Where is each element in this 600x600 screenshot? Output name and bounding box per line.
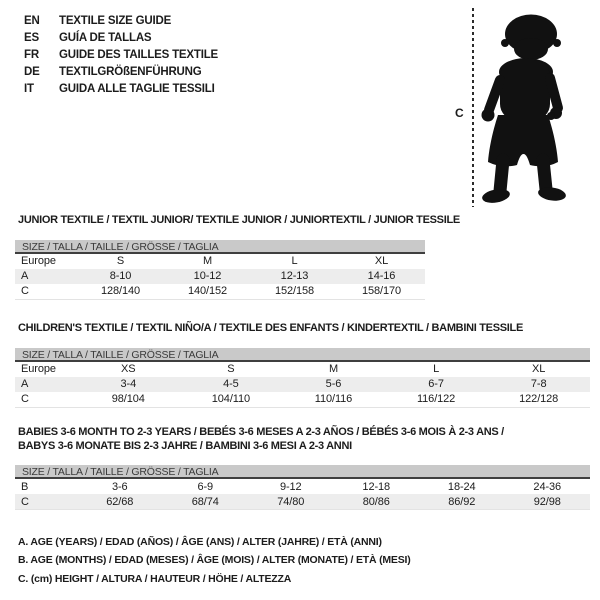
language-title: TEXTILGRÖßENFÜHRUNG [59, 65, 202, 78]
language-code: FR [24, 48, 39, 61]
size-cell: 158/170 [361, 285, 402, 297]
size-cell: S [116, 255, 125, 267]
size-cell: L [433, 363, 440, 375]
size-cell: 104/110 [211, 393, 251, 405]
language-title: GUÍA DE TALLAS [59, 31, 152, 44]
language-row [24, 46, 218, 63]
language-row [24, 63, 218, 80]
size-cell: 110/116 [314, 393, 353, 405]
footnote-line: C. (cm) HEIGHT / ALTURA / HAUTEUR / HÖHE / ALTEZZA [18, 572, 292, 585]
size-header-bar: SIZE / TALLA / TAILLE / GRÖSSE / TAGLIA [15, 465, 590, 479]
size-cell: S [227, 363, 235, 375]
table-row [15, 392, 590, 407]
row-label: B [21, 480, 29, 493]
language-row [24, 12, 218, 29]
size-cell: 12-18 [362, 480, 391, 493]
toddler-silhouette-icon [480, 10, 570, 206]
babies-table-section [15, 426, 590, 510]
size-cell: 9-12 [279, 480, 302, 493]
table-rows [15, 479, 590, 510]
children-table [15, 348, 590, 408]
children-table-section [15, 322, 590, 408]
size-cell: L [291, 255, 298, 267]
size-cell: M [328, 363, 339, 375]
language-code: ES [24, 31, 39, 44]
table-row [15, 494, 590, 509]
size-cell: 10-12 [193, 270, 222, 282]
size-cell: 12-13 [280, 270, 309, 282]
language-title: TEXTILE SIZE GUIDE [59, 14, 172, 27]
table-title: BABIES 3-6 MONTH TO 2-3 YEARS / BEBÉS 3-6 MESES A 2-3 AÑOS / BÉBÉS 3-6 MOIS À 2-3 ANS / [18, 426, 504, 438]
language-title: GUIDA ALLE TAGLIE TESSILI [59, 82, 215, 95]
size-cell: 6-7 [428, 378, 444, 390]
size-cell: 7-8 [530, 378, 547, 390]
size-cell: XS [121, 363, 136, 375]
size-cell: 3-4 [120, 378, 137, 390]
size-cell: M [202, 255, 213, 267]
size-cell: 8-10 [109, 270, 132, 282]
size-cell: 4-5 [223, 378, 239, 390]
row-label: A [21, 378, 29, 390]
size-cell: 6-9 [197, 480, 214, 493]
table-title: CHILDREN'S TEXTILE / TEXTIL NIÑO/A / TEXTILE DES ENFANTS / KINDERTEXTIL / BAMBINI TESSILE [18, 322, 523, 334]
size-cell: 74/80 [277, 495, 305, 508]
size-cell: 18-24 [447, 480, 476, 493]
junior-table-titles [15, 214, 460, 228]
table-row [15, 284, 425, 299]
size-cell: 140/152 [187, 285, 228, 297]
size-cell: 80/86 [362, 495, 390, 508]
size-cell: 68/74 [191, 495, 219, 508]
row-label: Europe [21, 255, 56, 267]
size-header-bar: SIZE / TALLA / TAILLE / GRÖSSE / TAGLIA [15, 348, 590, 362]
size-cell: 92/98 [533, 495, 561, 508]
size-cell: 24-36 [533, 480, 562, 493]
table-row [15, 269, 425, 284]
size-cell: 86/92 [448, 495, 476, 508]
babies-table-titles [15, 426, 590, 453]
language-code: IT [24, 82, 34, 95]
table-title: JUNIOR TEXTILE / TEXTIL JUNIOR/ TEXTILE JUNIOR / JUNIORTEXTIL / JUNIOR TESSILE [18, 214, 460, 226]
size-cell: 62/68 [106, 495, 134, 508]
row-label: C [21, 495, 29, 508]
language-row [24, 29, 218, 46]
junior-table-section [15, 214, 460, 300]
size-header-bar: SIZE / TALLA / TAILLE / GRÖSSE / TAGLIA [15, 240, 425, 254]
table-row [15, 254, 425, 269]
language-code: DE [24, 65, 40, 78]
children-table-titles [15, 322, 590, 336]
table-rows [15, 362, 590, 408]
table-rows [15, 254, 425, 300]
junior-table [15, 240, 425, 300]
size-cell: 122/128 [519, 393, 559, 405]
size-cell: XL [374, 255, 389, 267]
size-cell: 5-6 [325, 378, 342, 390]
size-cell: 98/104 [111, 393, 145, 405]
row-label: C [21, 285, 29, 297]
size-cell: 14-16 [367, 270, 396, 282]
size-cell: 152/158 [274, 285, 315, 297]
babies-table [15, 465, 590, 510]
footnote-legend [15, 533, 411, 588]
footnote-line: B. AGE (MONTHS) / EDAD (MESES) / ÂGE (MOIS) / ALTER (MONATE) / ETÀ (MESI) [18, 554, 411, 567]
size-cell: 3-6 [111, 480, 128, 493]
row-label: A [21, 270, 29, 282]
language-title: GUIDE DES TAILLES TEXTILE [59, 48, 218, 61]
height-dashed-line [472, 8, 474, 207]
language-list [24, 12, 218, 97]
row-label: Europe [21, 363, 56, 375]
size-cell: 116/122 [416, 393, 456, 405]
size-cell: 128/140 [100, 285, 141, 297]
table-row [15, 377, 590, 392]
table-title: BABYS 3-6 MONATE BIS 2-3 JAHRE / BAMBINI 3-6 MESI A 2-3 ANNI [18, 439, 352, 452]
height-label-c: C [455, 106, 464, 120]
language-code: EN [24, 14, 40, 27]
row-label: C [21, 393, 29, 405]
size-cell: XL [532, 363, 546, 375]
table-row [15, 362, 590, 377]
language-row [24, 80, 218, 97]
footnote-line: A. AGE (YEARS) / EDAD (AÑOS) / ÂGE (ANS) / ALTER (JAHRE) / ETÀ (ANNI) [18, 536, 382, 548]
table-row [15, 479, 590, 494]
